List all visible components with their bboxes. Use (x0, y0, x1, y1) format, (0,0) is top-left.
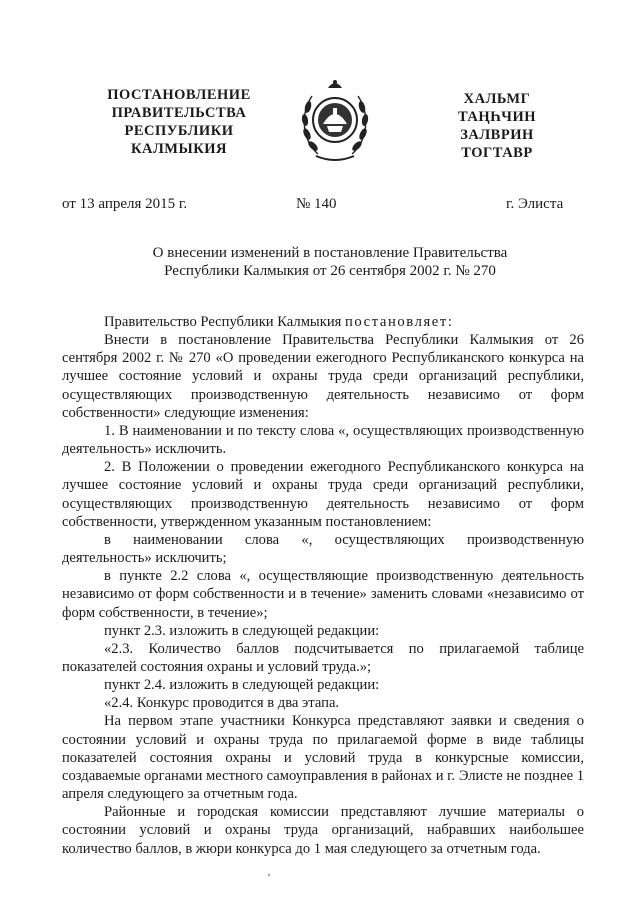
body-paragraph: пункт 2.3. изложить в следующей редакции: (104, 622, 380, 639)
header-left-line: ПОСТАНОВЛЕНИЕ (107, 87, 251, 103)
intro-keyword: постановляет: (345, 314, 454, 330)
header-right-title (442, 90, 552, 162)
header-left-title (74, 86, 284, 158)
header-right-line: ЗАЛВРИН (460, 127, 534, 143)
scan-speck (268, 874, 270, 876)
header-right-line: ХАЛЬМГ (463, 91, 531, 107)
intro-prefix: Правительство Республики Калмыкия (104, 314, 342, 330)
header-left-line: РЕСПУБЛИКИ (124, 123, 234, 139)
header-right-line: ТОГТАВР (461, 145, 533, 161)
body-paragraph: Районные и городская комиссии представляют лучшие материалы о состоянии условий и охраны труда организаций, набравших наибольшее количество баллов, в жюри конкурса до 1 мая следующего за отчетным года. (62, 804, 584, 857)
document-date: от 13 апреля 2015 г. (62, 196, 188, 212)
header-right-line: ТАҢҺЧИН (457, 109, 537, 125)
header-left-line: КАЛМЫКИЯ (131, 141, 227, 157)
body-paragraph: «2.4. Конкурс проводится в два этапа. (104, 695, 340, 712)
body-paragraph: Внести в постановление Правительства Республики Калмыкия от 26 сентября 2002 г. № 270 «О проведении ежегодного Республиканского конкурса на лучшее состояние условий и охраны труда среди организаций республики, осуществляющих производственную деятельность независимо от форм собственности» следующие изменения: (62, 332, 584, 421)
document-city: г. Элиста (506, 196, 564, 212)
header-left-line: ПРАВИТЕЛЬСТВА (111, 105, 247, 121)
intro-paragraph (62, 313, 584, 331)
document-number: № 140 (296, 196, 337, 212)
body-paragraph: пункт 2.4. изложить в следующей редакции: (104, 677, 380, 694)
title-line: Республики Калмыкия от 26 сентября 2002 г. № 270 (164, 263, 496, 279)
body-paragraph: в пункте 2.2 слова «, осуществляющие производственную деятельность независимо от форм собственности и в течение» заменить словами «независимо от форм собственности, в течение»; (62, 568, 584, 621)
document-body (62, 313, 584, 858)
coat-of-arms-emblem (298, 74, 372, 166)
body-paragraph: 1. В наименовании и по тексту слова «, осуществляющих производственную деятельность» исключить. (62, 422, 584, 458)
body-paragraph: в наименовании слова «, осуществляющих производственную деятельность» исключить; (62, 531, 584, 567)
document-title (110, 244, 550, 280)
body-paragraph: На первом этапе участники Конкурса представляют заявки и сведения о состоянии условий и охраны труда по прилагаемой форме в виде таблицы показателей состояния охраны и условий труда в конкурсные комиссии, создаваемые органами местного самоуправления в районах и г. Элисте не позднее 1 апреля следующего за отчетным года. (62, 713, 585, 803)
title-line: О внесении изменений в постановление Правительства (152, 245, 508, 261)
body-paragraph: «2.3. Количество баллов подсчитывается по прилагаемой таблице показателей состояния охраны и условий труда.»; (62, 640, 584, 675)
body-paragraph: 2. В Положении о проведении ежегодного Республиканского конкурса на лучшее состояние условий и охраны труда среди организаций республики, осуществляющих производственную деятельность независимо от форм собственности, утвержденном указанным постановлением: (62, 459, 584, 530)
